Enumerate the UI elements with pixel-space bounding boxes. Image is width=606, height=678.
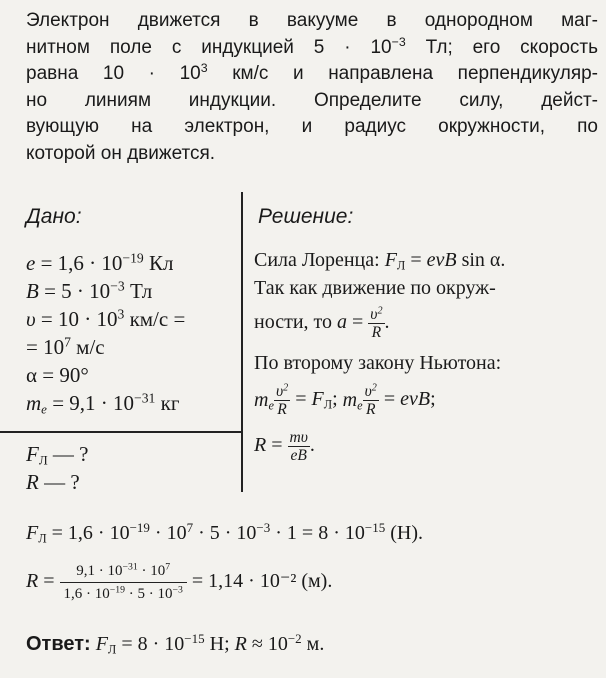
problem-line: Электрон движется в вакууме в однородном маг- [26, 10, 598, 31]
problem-statement [26, 8, 598, 167]
given-mass: $m_e = 9,1 \cdot 10^{-31}$ кг [26, 390, 180, 417]
problem-line: но линиям индукции. Определите силу, дейст- [26, 89, 598, 111]
given-charge: $e = 1,6 \cdot 10^{-19}$ Кл [26, 250, 174, 275]
solution-radius-formula: R = $\frac{m\upsilon}{eB}$ . [254, 428, 315, 464]
radius-fraction: $\frac{9,1 \cdot 10^{-31} \cdot 10^7}{1,6 \cdot 10^{-19} \cdot 5 \cdot 10^{-3}}$ [60, 562, 187, 603]
unknown-force: $F_Л$ — ? [26, 442, 89, 468]
force-calculation: $F_Л = 1,6 \cdot 10^{-19} \cdot 10^7 \cdot 5 \cdot 10^{-3} \cdot 1 = 8 \cdot 10^{-15}$ (Н). [26, 519, 423, 546]
problem-line: равна $10 \cdot 10^3$ км/с и направлена перпендикуляр- [26, 61, 598, 84]
given-header: Дано: [26, 205, 82, 228]
given-velocity: $\upsilon = 10 \cdot 10^3$ км/с = [26, 306, 186, 331]
solution-acceleration: ности, то a = $\frac{\upsilon^2}{R}$ . [254, 305, 390, 342]
given-velocity-si: = $10^7$ м/с [26, 334, 105, 359]
radius-result: = 1,14 · 10⁻² (м). [191, 570, 333, 593]
given-divider [0, 431, 242, 433]
column-divider [241, 192, 243, 492]
answer-label: Ответ: [26, 633, 91, 655]
given-induction: $B = 5 \cdot 10^{-3}$ Тл [26, 278, 153, 303]
solution-equation: $m_e$ $\frac{\upsilon^2}{R}$ = $F_Л$; $m_e$ $\frac{\upsilon^2}{R}$ = evB; [254, 382, 436, 419]
given-block [26, 249, 240, 417]
solution-header: Решение: [258, 205, 354, 228]
problem-line: которой он движется. [26, 142, 216, 164]
solution-block [254, 246, 599, 464]
unknown-radius: R — ? [26, 470, 80, 494]
answer-line: Ответ: $F_Л = 8 \cdot 10^{-15}$ Н; $R \approx 10^{-2}$ м. [26, 630, 325, 657]
solution-lorentz: Сила Лоренца: $F_Л$ = evB sin α. [254, 249, 506, 273]
unknowns-block [26, 440, 88, 496]
given-angle: α = 90° [26, 363, 89, 387]
problem-line: нитном поле с индукцией $5 \cdot 10^{-3}$ Тл; его скорость [26, 34, 598, 58]
problem-line: вующую на электрон, и радиус окружности, по [26, 116, 598, 137]
solution-newton: По второму закону Ньютона: [254, 352, 502, 375]
solution-text: Так как движение по окруж- [254, 277, 496, 299]
radius-calculation: R = $\frac{9,1 \cdot 10^{-31} \cdot 10^7}{1,6 \cdot 10^{-19} \cdot 5 \cdot 10^{-3}}$ = 1,14 · 10⁻² (м). [26, 561, 333, 602]
